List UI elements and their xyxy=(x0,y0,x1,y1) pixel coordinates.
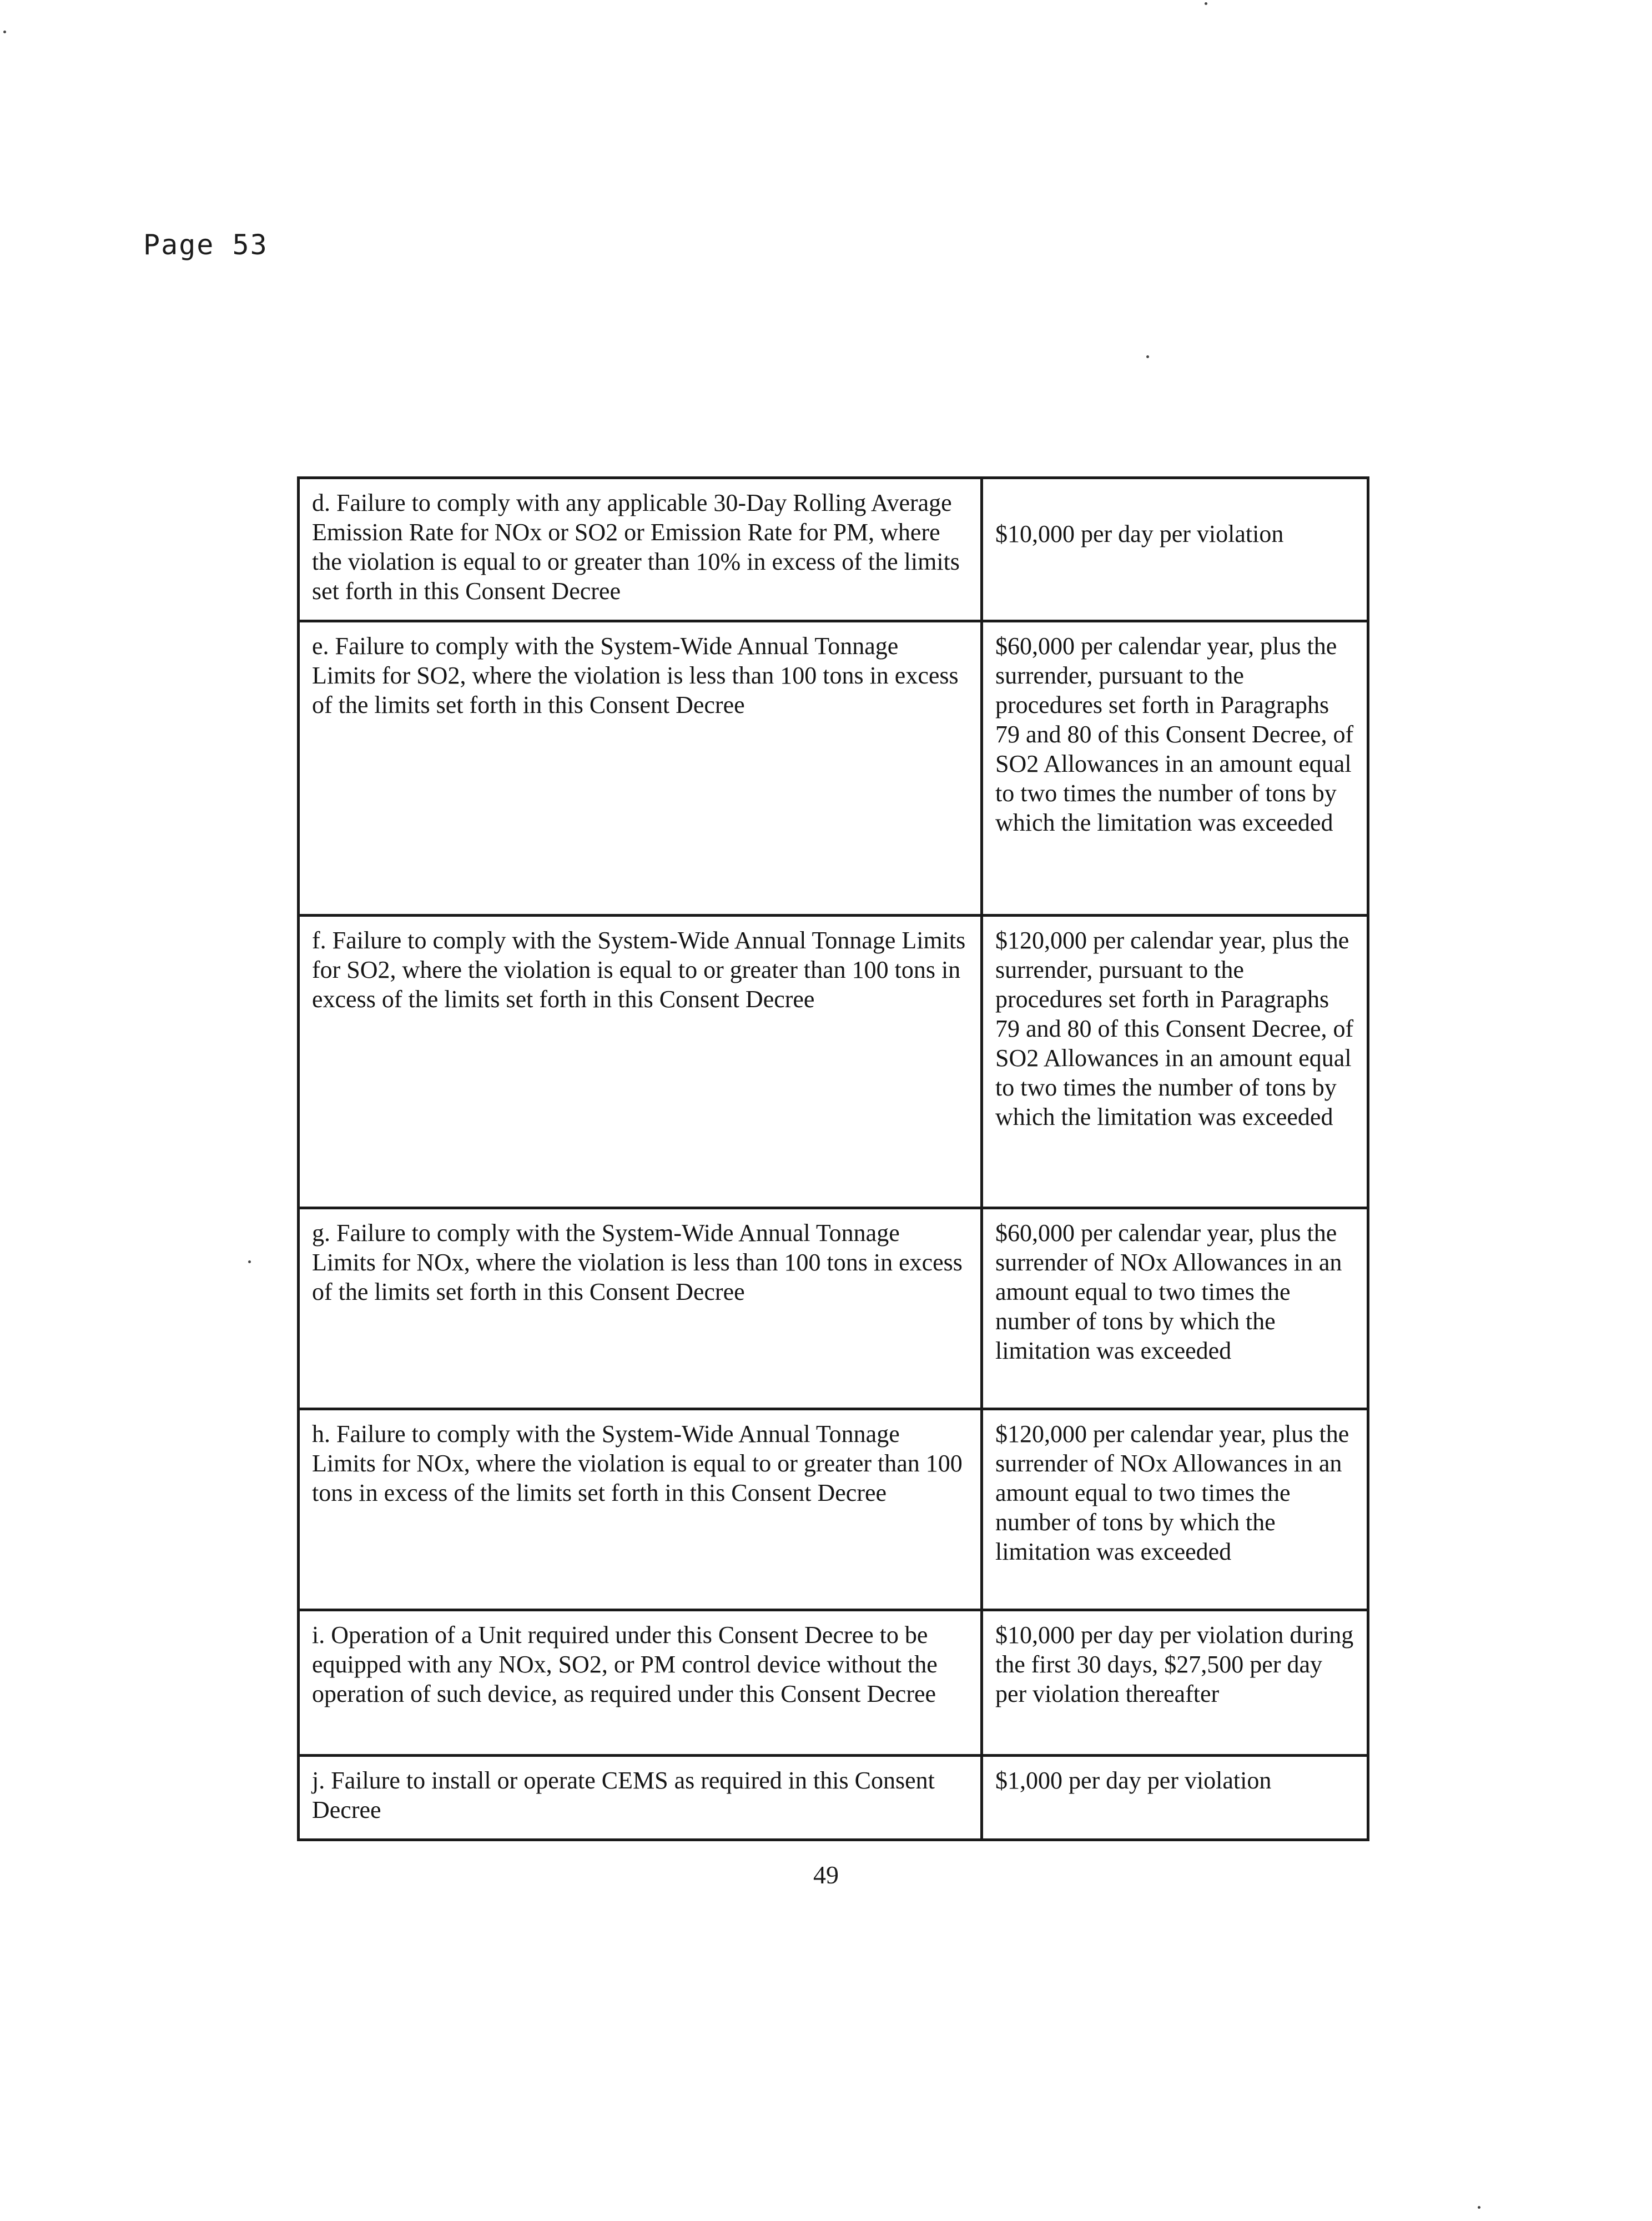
penalty-cell: $120,000 per calendar year, plus the surrender, pursuant to the procedures set forth in Paragraphs 79 and 80 of this Consent Decree, of SO2 Allowances in an amount equal to two times the number of tons by which the limitation was exceeded xyxy=(982,916,1368,1208)
scan-speck xyxy=(1478,2206,1480,2209)
table-row xyxy=(299,1409,1368,1610)
table-row xyxy=(299,1208,1368,1409)
penalty-cell: $10,000 per day per violation xyxy=(982,478,1368,621)
table-row xyxy=(299,1756,1368,1840)
stipulated-penalties-table xyxy=(297,476,1369,1841)
table-row xyxy=(299,478,1368,621)
penalty-cell: $120,000 per calendar year, plus the surrender of NOx Allowances in an amount equal to two times the number of tons by which the limitation was exceeded xyxy=(982,1409,1368,1610)
penalty-cell: $60,000 per calendar year, plus the surrender of NOx Allowances in an amount equal to two times the number of tons by which the limitation was exceeded xyxy=(982,1208,1368,1409)
table-row xyxy=(299,916,1368,1208)
scan-speck xyxy=(1205,2,1207,5)
scan-speck xyxy=(248,1260,251,1263)
table-row xyxy=(299,621,1368,916)
table-row xyxy=(299,1610,1368,1756)
violation-cell: h. Failure to comply with the System-Wide Annual Tonnage Limits for NOx, where the violation is equal to or greater than 100 tons in excess of the limits set forth in this Consent Decree xyxy=(299,1409,982,1610)
penalty-cell: $60,000 per calendar year, plus the surrender, pursuant to the procedures set forth in Paragraphs 79 and 80 of this Consent Decree, of SO2 Allowances in an amount equal to two times the number of tons by which the limitation was exceeded xyxy=(982,621,1368,916)
violation-cell: f. Failure to comply with the System-Wide Annual Tonnage Limits for SO2, where the violation is equal to or greater than 100 tons in excess of the limits set forth in this Consent Decree xyxy=(299,916,982,1208)
page-number: 49 xyxy=(813,1861,839,1889)
violation-cell: d. Failure to comply with any applicable 30-Day Rolling Average Emission Rate for NOx or SO2 or Emission Rate for PM, where the violation is equal to or greater than 10% in excess of the limits set forth in this Consent Decree xyxy=(299,478,982,621)
penalty-cell: $10,000 per day per violation during the first 30 days, $27,500 per day per violation thereafter xyxy=(982,1610,1368,1756)
violation-cell: e. Failure to comply with the System-Wide Annual Tonnage Limits for SO2, where the violation is less than 100 tons in excess of the limits set forth in this Consent Decree xyxy=(299,621,982,916)
scan-speck xyxy=(3,31,6,33)
scan-speck xyxy=(1146,355,1149,358)
page-label: Page 53 xyxy=(143,229,268,261)
violation-cell: j. Failure to install or operate CEMS as required in this Consent Decree xyxy=(299,1756,982,1840)
violation-cell: i. Operation of a Unit required under this Consent Decree to be equipped with any NOx, SO2, or PM control device without the operation of such device, as required under this Consent Decree xyxy=(299,1610,982,1756)
violation-cell: g. Failure to comply with the System-Wide Annual Tonnage Limits for NOx, where the violation is less than 100 tons in excess of the limits set forth in this Consent Decree xyxy=(299,1208,982,1409)
penalty-cell: $1,000 per day per violation xyxy=(982,1756,1368,1840)
